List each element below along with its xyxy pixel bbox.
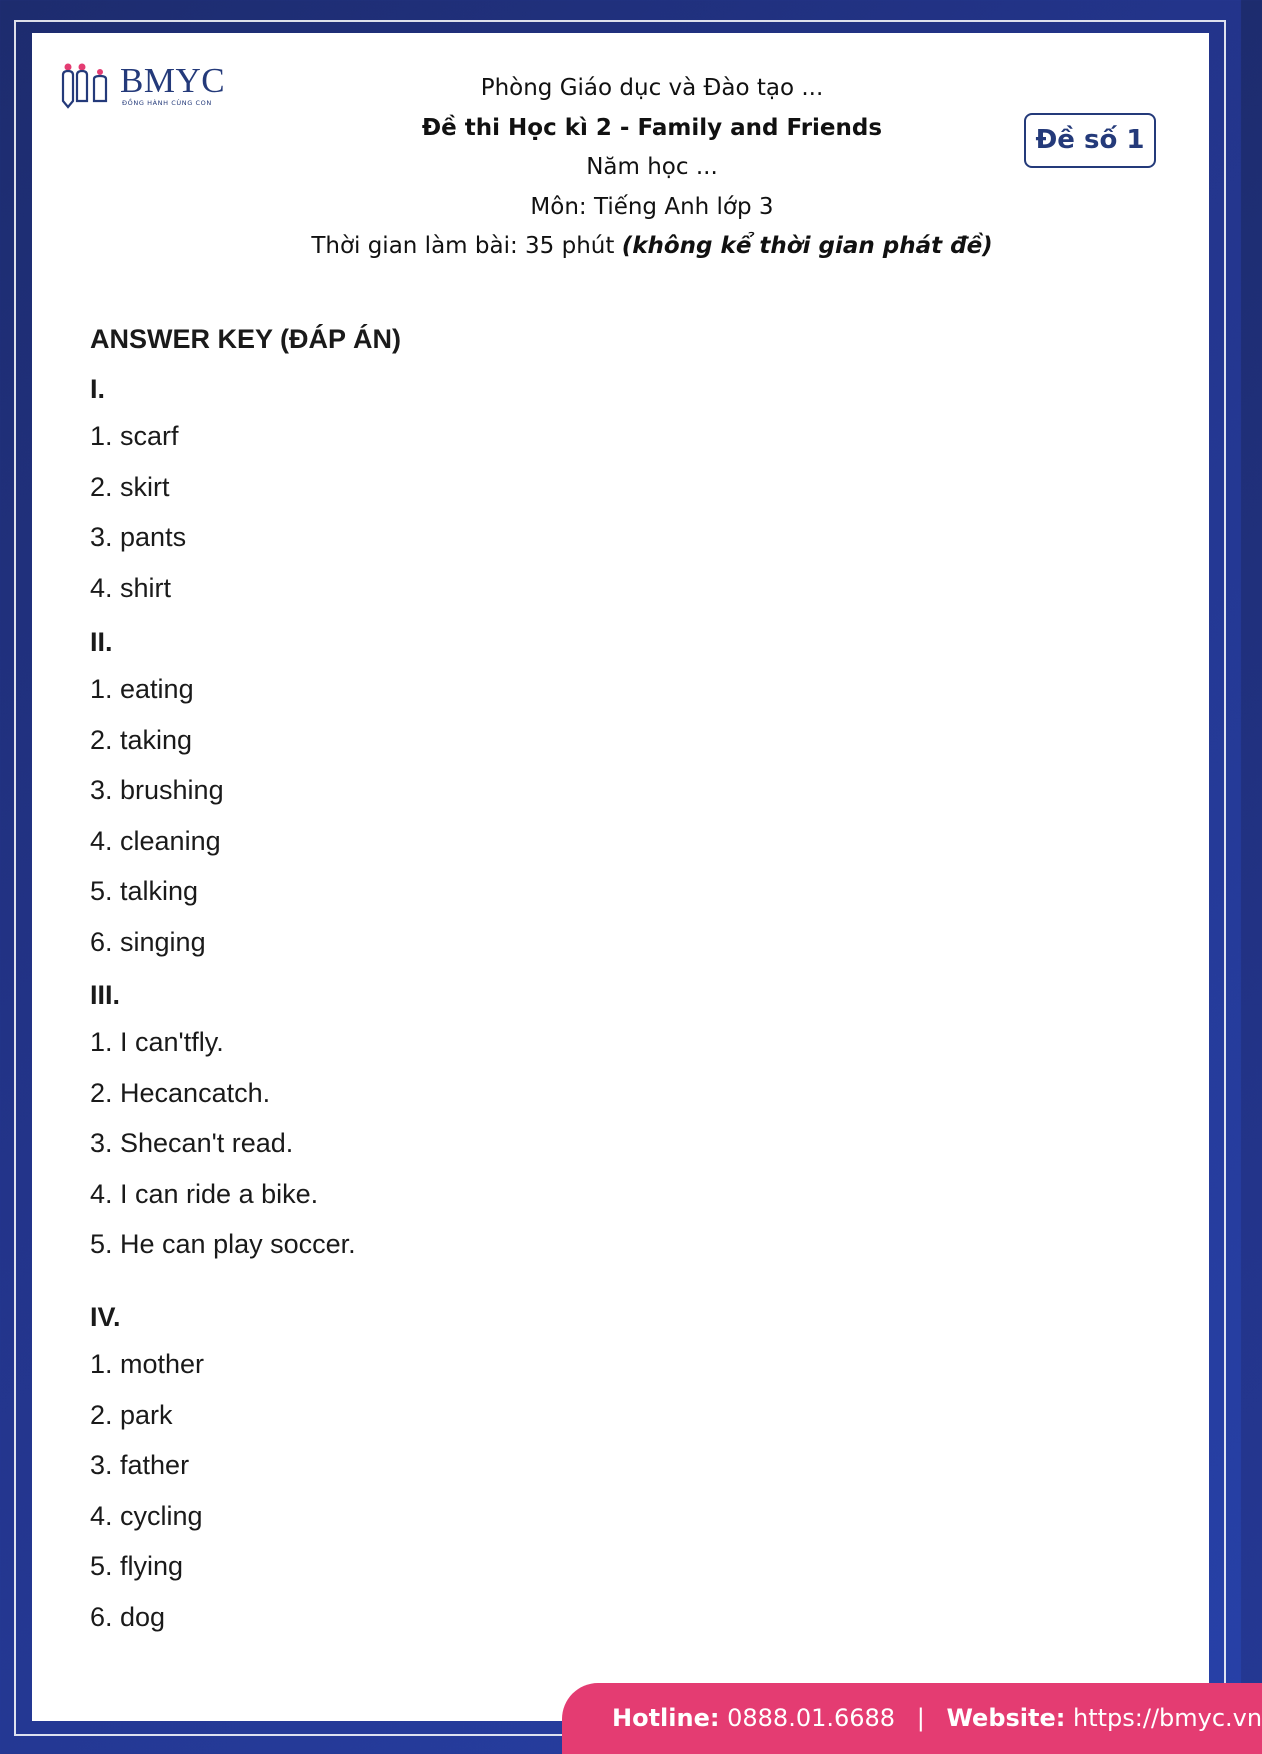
answer-item: 3. brushing [90, 775, 224, 805]
department-line: Phòng Giáo dục và Đào tạo ... [480, 75, 824, 101]
logo-brand: BMYC [120, 61, 226, 100]
bmyc-logo [60, 55, 240, 115]
answer-item: 1. eating [90, 674, 194, 704]
school-year: Năm học ... [586, 154, 718, 180]
time-note: (không kể thời gian phát đề) [621, 233, 993, 259]
section-heading: I. [90, 374, 106, 404]
answer-item: 1. scarf [90, 421, 179, 451]
section-heading: III. [90, 980, 121, 1010]
answer-item: 4. I can ride a bike. [90, 1178, 319, 1209]
subject-line: Môn: Tiếng Anh lớp 3 [530, 193, 774, 220]
answer-item: 4. cleaning [90, 825, 221, 856]
section-heading: II. [90, 627, 113, 657]
hotline-label: Hotline: [612, 1704, 720, 1732]
hotline-value: 0888.01.6688 [727, 1704, 896, 1732]
answer-item: 5. He can play soccer. [90, 1229, 356, 1259]
time-main: Thời gian làm bài: 35 phút [311, 233, 622, 259]
answer-item: 4. shirt [90, 572, 172, 603]
contact-footer [562, 1683, 1262, 1754]
document-page [32, 33, 1209, 1721]
logo-tagline: ĐỒNG HÀNH CÙNG CON [122, 99, 212, 107]
exam-code-badge: Đề số 1 [1024, 113, 1156, 168]
answer-item: 2. skirt [90, 471, 170, 502]
answer-item: 6. singing [90, 926, 206, 957]
answer-item: 2. Hecancatch. [90, 1077, 271, 1108]
section-heading: IV. [90, 1302, 121, 1332]
family-icon [60, 55, 120, 111]
website-link[interactable]: https://bmyc.vn [1073, 1704, 1262, 1732]
answer-item: 3. father [90, 1450, 190, 1480]
answer-item: 5. talking [90, 876, 199, 906]
footer-separator: | [916, 1704, 925, 1732]
answer-item: 1. mother [90, 1349, 205, 1379]
exam-title: Đề thi Học kì 2 - Family and Friends [421, 114, 883, 141]
exam-header [232, 69, 1072, 267]
answer-item: 6. dog [90, 1601, 166, 1632]
answer-item: 2. park [90, 1399, 173, 1430]
answer-item: 3. pants [90, 522, 187, 552]
website-label: Website: [946, 1704, 1066, 1732]
answer-key-title: ANSWER KEY (ĐÁP ÁN) [90, 324, 402, 354]
answer-item: 2. taking [90, 724, 193, 755]
answer-item: 3. Shecan't read. [90, 1128, 294, 1158]
answer-item: 4. cycling [90, 1500, 203, 1531]
time-line [232, 227, 1072, 267]
answer-item: 1. I can'tfly. [90, 1027, 224, 1057]
answer-item: 5. flying [90, 1551, 184, 1581]
